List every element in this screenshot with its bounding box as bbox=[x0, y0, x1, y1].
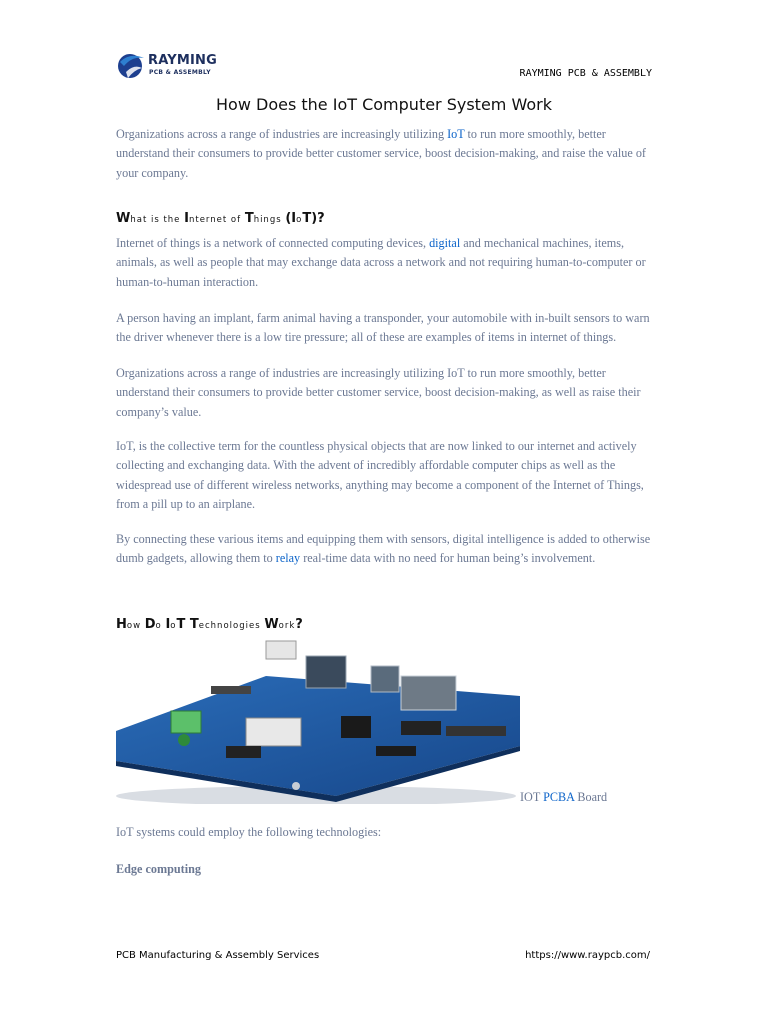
paragraph-iot-definition bbox=[116, 234, 656, 292]
paragraph-collective-term: IoT, is the collective term for the countless physical objects that are now linked to our internet and actively collecting and exchanging data. With the advent of incredibly affordable computer chips as well as the widespread use of different wireless networks, anything may become a component of the Internet of Things, from a pill up to an airplane. bbox=[116, 439, 644, 511]
intro-paragraph bbox=[116, 125, 656, 183]
heading-fragment: hat is the bbox=[130, 215, 185, 225]
section-heading-how-iot-works bbox=[116, 606, 303, 634]
heading-fragment: T bbox=[244, 211, 254, 226]
caption-text: Board bbox=[574, 790, 608, 804]
paragraph-technologies: IoT systems could employ the following technologies: bbox=[116, 825, 382, 839]
heading-fragment: o bbox=[170, 621, 177, 631]
logo-tagline: PCB & ASSEMBLY bbox=[149, 69, 211, 76]
digital-link[interactable]: digital bbox=[429, 236, 461, 250]
page-title: How Does the IoT Computer System Work bbox=[216, 95, 552, 114]
heading-fragment: D bbox=[144, 617, 156, 632]
section-heading-what-is-iot bbox=[116, 200, 325, 228]
heading-fragment: hings bbox=[253, 215, 286, 225]
footer-url[interactable]: https://www.raypcb.com/ bbox=[525, 950, 650, 961]
paragraph-text: real-time data with no need for human being’s involvement. bbox=[300, 551, 596, 566]
paragraph-examples: A person having an implant, farm animal having a transponder, your automobile with in-built sensors to warn the driver whenever there is a low tire pressure; all of these are examples of items in internet of things. bbox=[116, 311, 650, 345]
heading-fragment: o bbox=[296, 215, 303, 225]
rayming-logo bbox=[116, 50, 226, 82]
intro-text-after: to run more smoothly, better understand their consumers to provide better customer service, boost decision-making, and raise the value of your company. bbox=[116, 127, 646, 180]
heading-fragment: I bbox=[184, 211, 189, 226]
intro-text-before: Organizations across a range of industries are increasingly utilizing bbox=[116, 127, 448, 141]
footer-services: PCB Manufacturing & Assembly Services bbox=[116, 950, 320, 961]
heading-fragment: T)? bbox=[302, 211, 325, 226]
iot-pcba-board-image bbox=[116, 636, 520, 804]
iot-link[interactable]: IoT bbox=[447, 127, 465, 141]
heading-fragment: o bbox=[155, 621, 166, 631]
subheading-edge-computing: Edge computing bbox=[116, 862, 201, 876]
paragraph-connecting bbox=[116, 530, 656, 569]
heading-fragment: echnologies bbox=[198, 621, 265, 631]
heading-fragment: ? bbox=[295, 617, 303, 632]
heading-fragment: W bbox=[264, 617, 279, 632]
pcba-link[interactable]: PCBA bbox=[543, 790, 575, 804]
heading-fragment: T T bbox=[176, 617, 199, 632]
relay-link[interactable]: relay bbox=[275, 551, 301, 566]
paragraph-organizations: Organizations across a range of industries are increasingly utilizing IoT to run more smoothly, better understand their consumers to provide better customer service, boost decision-making, as well as raise their company’s value. bbox=[116, 366, 641, 419]
image-caption bbox=[520, 790, 607, 805]
paragraph-text: By connecting these various items and equipping them with sensors, digital intelligence is added to otherwise dumb gadgets, allowing them to bbox=[116, 532, 651, 566]
heading-fragment: (I bbox=[285, 211, 297, 226]
heading-fragment: I bbox=[165, 617, 171, 632]
heading-fragment: ow bbox=[126, 621, 145, 631]
heading-fragment: W bbox=[116, 211, 131, 226]
logo-name: RAYMING bbox=[148, 53, 217, 68]
rayming-swoosh-logo-icon bbox=[116, 50, 146, 80]
header-company-name: RAYMING PCB & ASSEMBLY bbox=[519, 68, 652, 79]
caption-text: IOT bbox=[520, 790, 544, 804]
heading-fragment: ork bbox=[278, 621, 296, 631]
heading-fragment: nternet of bbox=[188, 215, 245, 225]
heading-fragment: H bbox=[116, 617, 127, 632]
paragraph-text: and mechanical machines, items, animals, as well as people that may exchange data across a network and not requiring human-to-computer or human-to-human interaction. bbox=[116, 236, 646, 289]
paragraph-text: Internet of things is a network of connected computing devices, bbox=[116, 236, 430, 250]
